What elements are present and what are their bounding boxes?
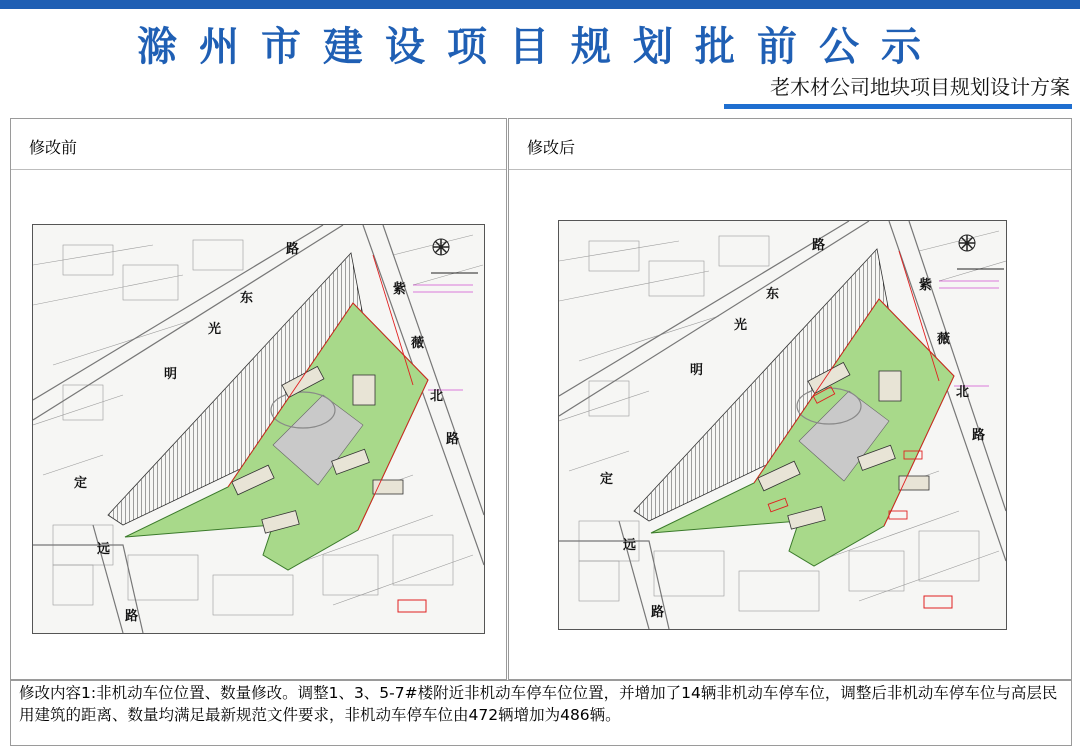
panel-divider bbox=[11, 169, 506, 170]
road-label: 路 bbox=[446, 432, 460, 447]
road-label: 明 bbox=[164, 367, 178, 382]
panel-after-label: 修改后 bbox=[527, 138, 576, 157]
road-label: 路 bbox=[286, 242, 300, 257]
site-plan-after-drawing bbox=[559, 221, 1006, 629]
subtitle-underline bbox=[724, 104, 1072, 109]
road-label: 定 bbox=[600, 472, 614, 487]
page-subtitle: 老木材公司地块项目规划设计方案 bbox=[770, 75, 1070, 99]
road-label: 定 bbox=[74, 476, 88, 491]
road-label: 紫 bbox=[393, 282, 407, 297]
panel-divider bbox=[509, 169, 1071, 170]
road-label: 路 bbox=[972, 428, 986, 443]
modification-description: 修改内容1:非机动车位位置、数量修改。调整1、3、5-7#楼附近非机动车停车位位置，并增加了14辆非机动车停车位，调整后非机动车停车位与高层民用建筑的距离、数量均满足最新规范文件要求，非机动车停车位由472辆增加为486辆。 bbox=[10, 680, 1072, 746]
north-arrow-icon bbox=[959, 235, 975, 251]
road-label: 光 bbox=[734, 318, 748, 333]
road-label: 北 bbox=[430, 389, 444, 404]
panel-before-label: 修改前 bbox=[29, 138, 78, 157]
north-arrow-icon bbox=[433, 239, 449, 255]
road-label: 薇 bbox=[411, 336, 425, 351]
road-label: 远 bbox=[97, 542, 111, 557]
road-label: 路 bbox=[651, 605, 665, 620]
road-label: 明 bbox=[690, 363, 704, 378]
site-plan-before-drawing bbox=[33, 225, 484, 633]
site-plan-after bbox=[558, 220, 1007, 630]
road-label: 东 bbox=[766, 287, 780, 302]
page-title: 滁州市建设项目规划批前公示 bbox=[137, 24, 943, 70]
road-label: 远 bbox=[623, 538, 637, 553]
road-label: 路 bbox=[812, 238, 826, 253]
road-label: 光 bbox=[208, 322, 222, 337]
panel-after bbox=[508, 118, 1072, 680]
site-plan-before bbox=[32, 224, 485, 634]
road-label: 紫 bbox=[919, 278, 933, 293]
road-label: 东 bbox=[240, 291, 254, 306]
road-label: 路 bbox=[125, 609, 139, 624]
top-band bbox=[0, 0, 1080, 9]
panel-before bbox=[10, 118, 507, 680]
road-label: 薇 bbox=[937, 332, 951, 347]
road-label: 北 bbox=[956, 385, 970, 400]
